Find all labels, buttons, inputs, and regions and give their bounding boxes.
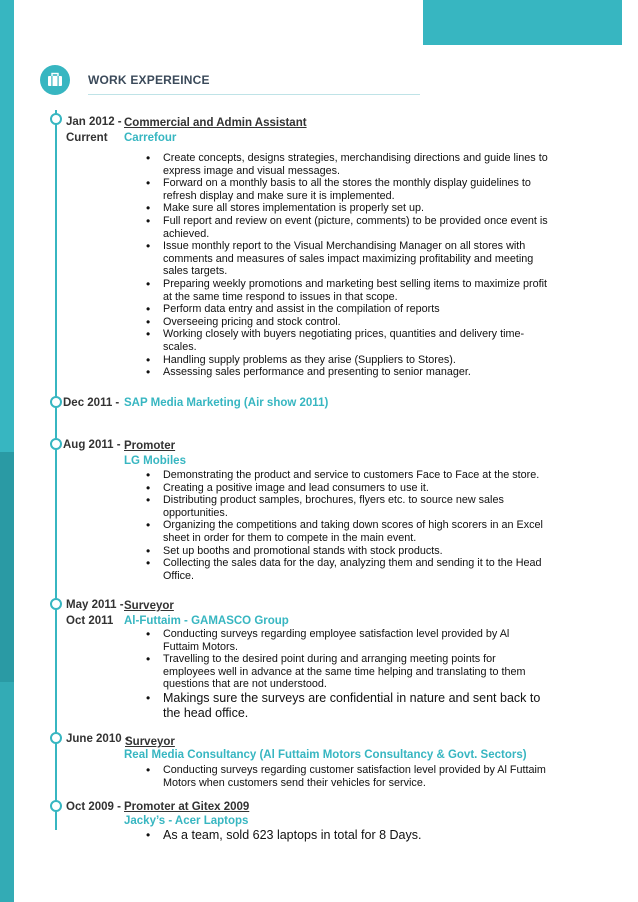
list-item: • Handling supply problems as they arise (Suppliers to Stores).	[144, 354, 554, 367]
timeline-dot	[50, 438, 62, 450]
entry-date: May 2011 -	[66, 599, 124, 611]
responsibility-list	[144, 152, 554, 379]
responsibility-list	[144, 828, 544, 843]
list-item: • Full report and review on event (picture, comments) to be provided once event is achieved.	[144, 215, 554, 240]
job-title: Commercial and Admin Assistant	[124, 117, 307, 129]
job-title: SAP Media Marketing (Air show 2011)	[124, 397, 329, 409]
section-title: WORK EXPEREINCE	[88, 73, 210, 87]
entry-date-end: Current	[66, 132, 108, 144]
timeline-dot	[50, 732, 62, 744]
job-title: Promoter at Gitex 2009	[124, 801, 250, 813]
responsibility-list	[144, 691, 544, 721]
list-item: • Working closely with buyers negotiating prices, quantities and delivery time-scales.	[144, 328, 554, 353]
list-item: • Creating a positive image and lead consumers to use it.	[144, 482, 554, 495]
responsibility-list	[144, 764, 554, 789]
list-item: • Forward on a monthly basis to all the stores the monthly display guidelines to refresh display and make sure it is implemented.	[144, 177, 554, 202]
list-item: • Make sure all stores implementation is properly set up.	[144, 202, 554, 215]
list-item: • Overseeing pricing and stock control.	[144, 316, 554, 329]
list-item: • Conducting surveys regarding employee satisfaction level provided by Al Futtaim Motors.	[144, 628, 529, 653]
company-name: Al-Futtaim - GAMASCO Group	[124, 615, 289, 627]
list-item: • Distributing product samples, brochures, flyers etc. to source new sales opportunities.	[144, 494, 554, 519]
list-item: • Makings sure the surveys are confidential in nature and sent back to the head office.	[144, 691, 544, 721]
responsibility-list	[144, 628, 529, 691]
top-accent-block	[423, 0, 622, 45]
company-name: Carrefour	[124, 132, 177, 144]
job-title: Surveyor	[124, 600, 174, 612]
left-accent-bar-segment	[0, 682, 14, 902]
entry-date-end: Oct 2011	[66, 615, 114, 627]
timeline-dot	[50, 598, 62, 610]
list-item: • Organizing the competitions and taking down scores of high scorers in an Excel sheet in order for them to compete in the main event.	[144, 519, 554, 544]
list-item: • Assessing sales performance and presenting to senior manager.	[144, 366, 554, 379]
briefcase-icon	[40, 65, 70, 95]
section-divider	[88, 94, 420, 95]
entry-date: June 2010 -	[66, 733, 129, 745]
list-item: • Collecting the sales data for the day, analyzing them and sending it to the Head Office.	[144, 557, 554, 582]
company-name: Real Media Consultancy (Al Futtaim Motors Consultancy & Govt. Sectors)	[124, 749, 527, 761]
responsibility-list	[144, 469, 554, 582]
timeline-line	[55, 110, 57, 830]
list-item: • Preparing weekly promotions and marketing best selling items to maximize profit at the same time respond to issues in that scope.	[144, 278, 554, 303]
timeline-dot	[50, 800, 62, 812]
list-item: • Travelling to the desired point during and arranging meeting points for employees well in advance at the same time helping and translating to them questions that are not understood.	[144, 653, 529, 691]
list-item: • Set up booths and promotional stands with stock products.	[144, 545, 554, 558]
list-item: • Conducting surveys regarding customer satisfaction level provided by Al Futtaim Motors when customers send their vehicles for service.	[144, 764, 554, 789]
timeline-dot	[50, 113, 62, 125]
list-item: • Create concepts, designs strategies, merchandising directions and guide lines to express image and visual messages.	[144, 152, 554, 177]
entry-date: Oct 2009 -	[66, 801, 121, 813]
list-item: • Demonstrating the product and service to customers Face to Face at the store.	[144, 469, 554, 482]
timeline-dot	[50, 396, 62, 408]
company-name: Jacky’s - Acer Laptops	[124, 815, 249, 827]
job-title: Promoter	[124, 440, 176, 452]
list-item: • As a team, sold 623 laptops in total for 8 Days.	[144, 828, 544, 843]
entry-date: Jan 2012 -	[66, 116, 122, 128]
list-item: • Perform data entry and assist in the compilation of reports	[144, 303, 554, 316]
entry-date: Aug 2011 -	[63, 439, 121, 451]
left-accent-bar-segment	[0, 452, 14, 682]
company-name: LG Mobiles	[124, 455, 186, 467]
entry-date: Dec 2011 -	[63, 397, 120, 409]
job-title: Surveyor	[125, 736, 175, 748]
list-item: • Issue monthly report to the Visual Merchandising Manager on all stores with comments and measures of sales impact maximizing profitability and meeting sales targets.	[144, 240, 554, 278]
